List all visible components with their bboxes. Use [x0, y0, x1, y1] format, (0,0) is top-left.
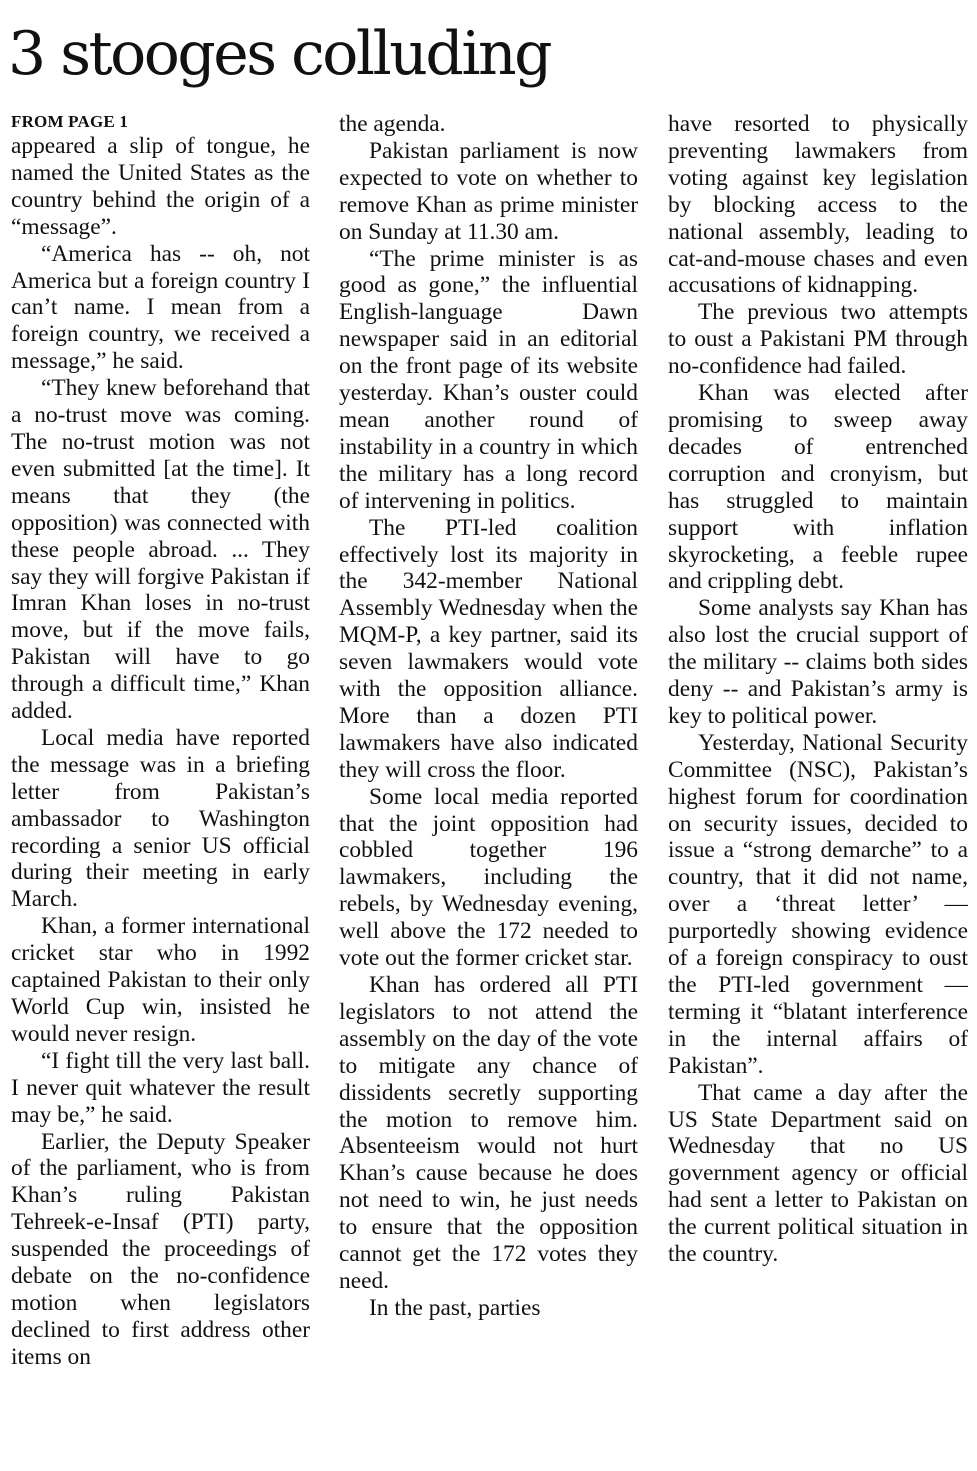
article-column-3 [668, 111, 968, 1463]
paragraph: Khan has ordered all PTI legislators to not attend the assembly on the day of the vote to mitigate any chance of dissidents secretly supporting the motion to remove him. Absenteeism would not hurt Khan’s cause because he does not need to win, he just needs to ensure that the opposition cannot get the 172 votes they need. [339, 972, 638, 1294]
paragraph: Some local media reported that the joint opposition had cobbled together 196 lawmakers, including the rebels, by Wednesday evening, well above the 172 needed to vote out the former cricket star. [339, 783, 638, 972]
paragraph: That came a day after the US State Department said on Wednesday that no US government agency or official had sent a letter to Pakistan on the current political situation in the country. [668, 1079, 968, 1268]
paragraph: “America has -- oh, not America but a foreign country I can’t name. I mean from a foreign country, we received a message,” he said. [11, 240, 310, 375]
paragraph: In the past, parties [369, 1294, 541, 1321]
paragraph: Earlier, the Deputy Speaker of the parliament, who is from Khan’s ruling Pakistan Tehreek-e-Insaf (PTI) party, suspended the proceedings of debate on the no-confidence motion when legislators declined to first address other items on [11, 1128, 310, 1370]
paragraph: Local media have reported the message was in a briefing letter from Pakistan’s ambassador to Washington recording a senior US official during their meeting in early March. [11, 724, 310, 913]
paragraph: The previous two attempts to oust a Pakistani PM through no-confidence had failed. [668, 299, 968, 380]
paragraph: Khan, a former international cricket star who in 1992 captained Pakistan to their only World Cup win, insisted he would never resign. [11, 913, 310, 1047]
article-column-1 [11, 111, 310, 1463]
paragraph: appeared a slip of tongue, he named the United States as the country behind the origin of a “message”. [11, 133, 310, 240]
paragraph: Yesterday, National Security Committee (NSC), Pakistan’s highest forum for coordination on security issues, decided to issue a “strong demarche” to a country, that it did not name, over a ‘threat letter’ — purportedly showing evidence of a foreign conspiracy to oust the PTI-led government — terming it “blatant interference in the internal affairs of Pakistan”. [668, 729, 968, 1079]
paragraph: Pakistan parliament is now expected to vote on whether to remove Khan as prime minister on Sunday at 11.30 am. [339, 137, 638, 245]
paragraph: Khan was elected after promising to sweep away decades of entrenched corruption and cronyism, but has struggled to maintain support with inflation skyrocketing, a feeble rupee and crippling debt. [668, 380, 968, 595]
paragraph: the agenda. [339, 111, 446, 137]
paragraph: The PTI-led coalition effectively lost its majority in the 342-member National Assembly Wednesday when the MQM-P, a key partner, said its seven lawmakers would vote with the opposition alliance. More than a dozen PTI lawmakers have also indicated they will cross the floor. [339, 514, 638, 783]
headline: 3 stooges colluding [8, 19, 551, 89]
continuation-kicker: FROM PAGE 1 [11, 112, 129, 131]
paragraph: Some analysts say Khan has also lost the crucial support of the military -- claims both sides deny -- and Pakistan’s army is key to political power. [668, 595, 968, 729]
paragraph: have resorted to physically preventing lawmakers from voting against key legislation by blocking access to the national assembly, leading to cat-and-mouse chases and even accusations of kidnapping. [668, 111, 968, 299]
paragraph: “I fight till the very last ball. I never quit whatever the result may be,” he said. [11, 1047, 310, 1128]
article-column-2 [339, 111, 638, 1463]
paragraph: “The prime minister is as good as gone,” the influential English-language Dawn newspaper said in an editorial on the front page of its website yesterday. Khan’s ouster could mean another round of instability in a country in which the military has a long record of intervening in politics. [339, 245, 638, 514]
paragraph: “They knew beforehand that a no-trust move was coming. The no-trust motion was not even submitted [at the time]. It means that they (the opposition) was connected with these people abroad. ... They say they will forgive Pakistan if Imran Khan loses in no-trust move, but if the move fails, Pakistan will have to go through a difficult time,” Khan added. [11, 375, 310, 725]
